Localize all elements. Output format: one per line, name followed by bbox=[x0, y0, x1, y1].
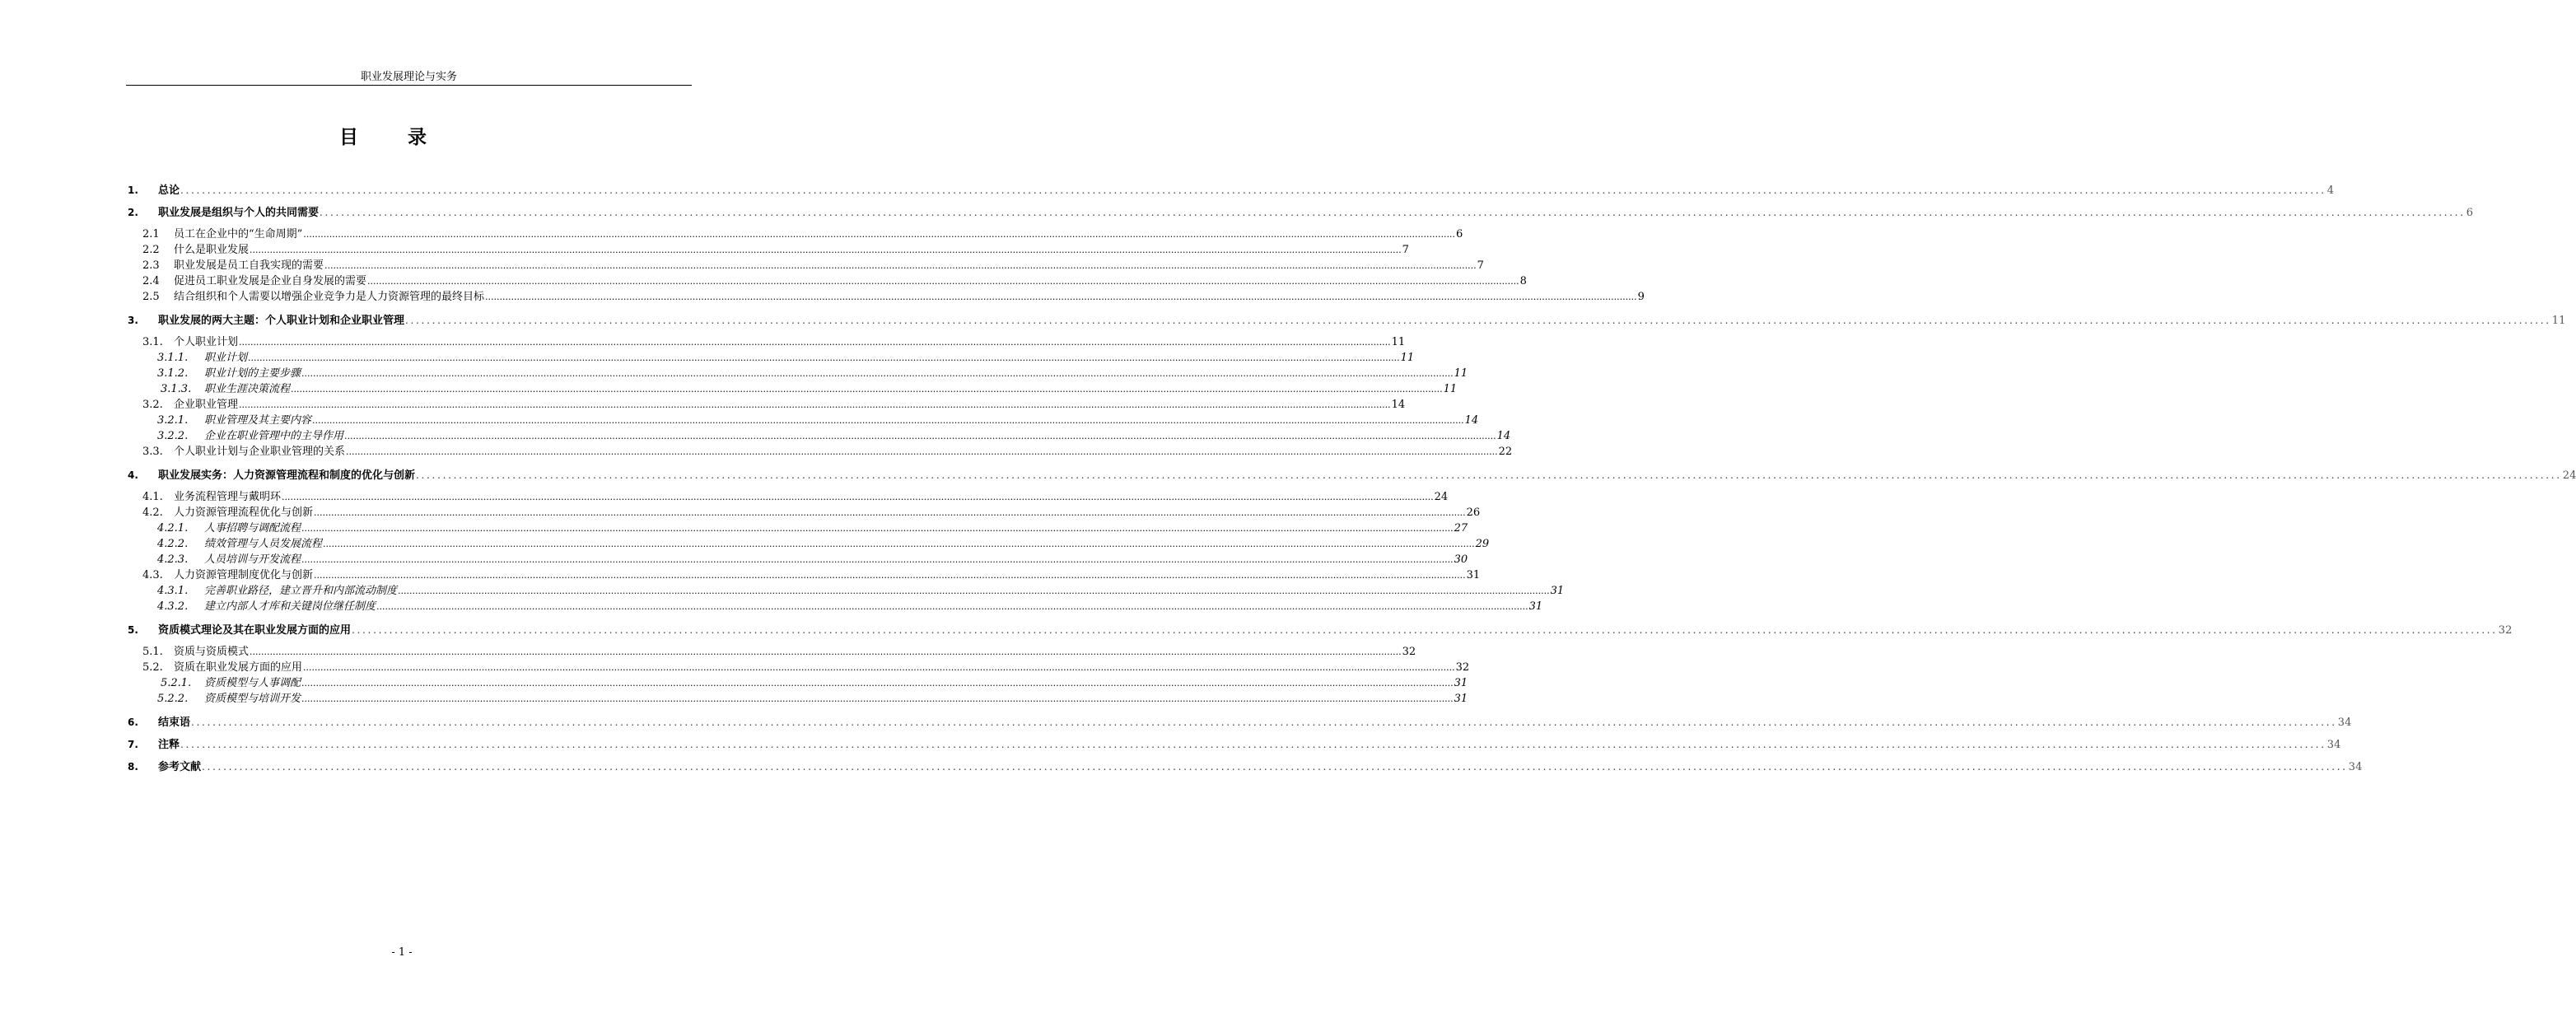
toc-entry-number: 5.2.2. bbox=[157, 693, 189, 705]
toc-dot-leader: ................................................................................................................................................................................................................................................................................................................................................................................................................ bbox=[416, 469, 2562, 481]
toc-entry-number: 3.2. bbox=[142, 399, 163, 411]
toc-dot-leader: ................................................................................................................................................................................................................................................................................................................................................................................................................ bbox=[312, 415, 1464, 426]
toc-entry-page: 34 bbox=[2337, 717, 2352, 729]
toc-entry-page: 34 bbox=[2326, 739, 2341, 751]
toc-entry-page: 7 bbox=[1477, 259, 1484, 272]
toc-entry-title: 职业发展实务：人力资源管理流程和制度的优化与创新 bbox=[158, 469, 416, 482]
toc-entry-number: 5.2.1. bbox=[161, 677, 192, 689]
toc-entry-number: 4.2.2. bbox=[157, 538, 189, 550]
toc-entry-title: 职业管理及其主要内容 bbox=[204, 414, 312, 427]
toc-dot-leader: ................................................................................................................................................................................................................................................................................................................................................................................................................ bbox=[367, 276, 1519, 287]
toc-dot-leader: ................................................................................................................................................................................................................................................................................................................................................................................................................ bbox=[250, 245, 1402, 255]
toc-entry-title: 企业职业管理 bbox=[174, 399, 239, 411]
toc-entry[interactable] bbox=[142, 661, 1470, 675]
toc-entry-title: 建立内部人才库和关键岗位继任制度 bbox=[204, 600, 376, 613]
toc-entry-title: 员工在企业中的“生命周期” bbox=[174, 228, 303, 240]
page-header bbox=[126, 71, 692, 86]
toc-entry-title: 人力资源管理流程优化与创新 bbox=[174, 506, 314, 519]
toc-entry-number: 5.1. bbox=[142, 646, 163, 658]
toc-entry-number: 5. bbox=[128, 624, 138, 636]
toc-entry-title: 什么是职业发展 bbox=[174, 244, 250, 256]
toc-dot-leader: ................................................................................................................................................................................................................................................................................................................................................................................................................ bbox=[282, 492, 1434, 502]
toc-entry-number: 2. bbox=[128, 207, 138, 218]
toc-entry[interactable] bbox=[157, 351, 1415, 365]
toc-entry-title: 绩效管理与人员发展流程 bbox=[204, 538, 323, 550]
toc-entry-number: 3.1.1. bbox=[157, 352, 189, 364]
toc-entry[interactable] bbox=[161, 676, 1468, 690]
toc-entry-page: 34 bbox=[2348, 761, 2363, 773]
toc-entry-number: 4. bbox=[128, 469, 138, 481]
toc-entry-page: 14 bbox=[1391, 399, 1406, 411]
toc-dot-leader: ................................................................................................................................................................................................................................................................................................................................................................................................................ bbox=[291, 384, 1443, 394]
toc-dot-leader: ................................................................................................................................................................................................................................................................................................................................................................................................................ bbox=[398, 586, 1550, 596]
toc-entry-title: 个人职业计划 bbox=[174, 336, 239, 348]
toc-entry-title: 资质在职业发展方面的应用 bbox=[174, 661, 303, 674]
toc-dot-leader: ................................................................................................................................................................................................................................................................................................................................................................................................................ bbox=[303, 662, 1455, 673]
toc-dot-leader: ................................................................................................................................................................................................................................................................................................................................................................................................................ bbox=[239, 399, 1391, 410]
toc-entry-page: 24 bbox=[2562, 469, 2576, 482]
toc-entry-title: 完善职业路径，建立晋升和内部流动制度 bbox=[204, 585, 398, 597]
toc-entry-page: 11 bbox=[2551, 315, 2566, 327]
toc-entry-page: 4 bbox=[2326, 184, 2335, 197]
toc-entry-page: 31 bbox=[1454, 693, 1468, 705]
page-footer bbox=[0, 946, 804, 959]
toc-entry-number: 8. bbox=[128, 761, 138, 773]
toc-dot-leader: ................................................................................................................................................................................................................................................................................................................................................................................................................ bbox=[303, 229, 1455, 240]
toc-entry-page: 11 bbox=[1443, 383, 1458, 395]
toc-entry-page: 11 bbox=[1391, 336, 1406, 348]
toc-dot-leader: ................................................................................................................................................................................................................................................................................................................................................................................................................ bbox=[405, 315, 2551, 326]
toc-entry-title: 职业计划的主要步骤 bbox=[204, 367, 301, 380]
toc-entry-page: 14 bbox=[1496, 430, 1511, 442]
toc-entry-number: 2.3 bbox=[142, 259, 160, 272]
toc-entry[interactable] bbox=[157, 584, 1565, 598]
toc-dot-leader: ................................................................................................................................................................................................................................................................................................................................................................................................................ bbox=[376, 601, 1528, 612]
toc-entry[interactable] bbox=[142, 335, 1406, 349]
toc-entry-title: 职业发展是组织与个人的共同需要 bbox=[158, 207, 320, 219]
toc-entry-page: 32 bbox=[2498, 624, 2513, 637]
toc-entry-page: 29 bbox=[1475, 538, 1490, 550]
toc-entry[interactable] bbox=[142, 243, 1409, 257]
toc-title: 目录 bbox=[339, 127, 476, 148]
toc-entry-page: 32 bbox=[1455, 661, 1470, 674]
toc-entry-number: 3.3. bbox=[142, 446, 163, 458]
toc-entry[interactable] bbox=[157, 413, 1479, 427]
toc-entry[interactable] bbox=[128, 715, 2352, 731]
toc-entry[interactable] bbox=[142, 227, 1463, 241]
toc-entry[interactable] bbox=[157, 692, 1468, 706]
toc-entry-page: 27 bbox=[1454, 522, 1468, 535]
toc-entry-number: 1. bbox=[128, 184, 138, 196]
toc-dot-leader: ................................................................................................................................................................................................................................................................................................................................................................................................................ bbox=[191, 717, 2337, 728]
toc-entry-number: 3.1.3. bbox=[161, 383, 192, 395]
toc-entry-title: 人事招聘与调配流程 bbox=[204, 522, 301, 535]
toc-entry-title: 促进员工职业发展是企业自身发展的需要 bbox=[174, 275, 367, 287]
toc-entry[interactable] bbox=[157, 600, 1543, 614]
toc-entry-title: 职业计划 bbox=[204, 352, 248, 364]
toc-entry-page: 30 bbox=[1454, 553, 1468, 566]
toc-dot-leader: ................................................................................................................................................................................................................................................................................................................................................................................................................ bbox=[324, 260, 1477, 271]
toc-entry-number: 3.2.1. bbox=[157, 414, 189, 427]
toc-entry-page: 6 bbox=[1455, 228, 1463, 240]
toc-entry-number: 4.2. bbox=[142, 506, 163, 519]
toc-entry[interactable] bbox=[142, 645, 1416, 659]
toc-dot-leader: ................................................................................................................................................................................................................................................................................................................................................................................................................ bbox=[314, 507, 1466, 518]
toc-entry-number: 7. bbox=[128, 739, 138, 750]
toc-entry-number: 4.3.1. bbox=[157, 585, 189, 597]
toc-entry[interactable] bbox=[128, 313, 2566, 329]
toc-entry[interactable] bbox=[142, 445, 1513, 459]
toc-entry-title: 注释 bbox=[158, 739, 180, 751]
toc-entry[interactable] bbox=[157, 429, 1511, 443]
toc-entry-page: 31 bbox=[1466, 569, 1481, 581]
toc-dot-leader: ................................................................................................................................................................................................................................................................................................................................................................................................................ bbox=[352, 624, 2498, 636]
toc-entry-title: 人力资源管理制度优化与创新 bbox=[174, 569, 314, 581]
toc-entry-page: 31 bbox=[1454, 677, 1468, 689]
toc-entry-title: 结合组织和个人需要以增强企业竞争力是人力资源管理的最终目标 bbox=[174, 291, 485, 303]
toc-entry-page: 6 bbox=[2466, 207, 2474, 219]
toc-entry[interactable] bbox=[161, 382, 1458, 396]
toc-entry-number: 5.2. bbox=[142, 661, 163, 674]
toc-entry[interactable] bbox=[128, 759, 2363, 775]
toc-entry-title: 总论 bbox=[158, 184, 180, 197]
toc-entry-title: 业务流程管理与戴明环 bbox=[174, 491, 282, 503]
toc-entry-number: 3.2.2. bbox=[157, 430, 189, 442]
toc-entry[interactable] bbox=[128, 183, 2335, 198]
toc-entry-number: 2.1 bbox=[142, 228, 160, 240]
toc-entry-page: 8 bbox=[1519, 275, 1527, 287]
toc-dot-leader: ................................................................................................................................................................................................................................................................................................................................................................................................................ bbox=[320, 207, 2466, 218]
toc-entry[interactable] bbox=[142, 398, 1406, 412]
toc-entry[interactable] bbox=[142, 490, 1449, 504]
toc-entry[interactable] bbox=[128, 737, 2341, 753]
toc-entry-page: 14 bbox=[1464, 414, 1479, 427]
toc-entry[interactable] bbox=[128, 468, 2576, 483]
toc-entry-number: 3.1.2. bbox=[157, 367, 189, 380]
toc-entry-page: 31 bbox=[1550, 585, 1565, 597]
toc-dot-leader: ................................................................................................................................................................................................................................................................................................................................................................................................................ bbox=[202, 761, 2348, 773]
toc-dot-leader: ................................................................................................................................................................................................................................................................................................................................................................................................................ bbox=[323, 539, 1475, 549]
toc-entry[interactable] bbox=[157, 553, 1468, 567]
toc-entry-title: 资质模式理论及其在职业发展方面的应用 bbox=[158, 624, 352, 637]
toc-entry-page: 9 bbox=[1637, 291, 1645, 303]
page-number: - 1 - bbox=[391, 946, 413, 959]
toc-entry-title: 结束语 bbox=[158, 717, 191, 729]
toc-dot-leader: ................................................................................................................................................................................................................................................................................................................................................................................................................ bbox=[301, 693, 1454, 704]
toc-entry-page: 22 bbox=[1498, 446, 1513, 458]
toc-entry-page: 26 bbox=[1466, 506, 1481, 519]
toc-entry[interactable] bbox=[157, 521, 1468, 535]
toc-dot-leader: ................................................................................................................................................................................................................................................................................................................................................................................................................ bbox=[485, 292, 1637, 302]
toc-dot-leader: ................................................................................................................................................................................................................................................................................................................................................................................................................ bbox=[248, 352, 1400, 363]
toc-entry-page: 32 bbox=[1402, 646, 1416, 658]
toc-entry[interactable] bbox=[128, 205, 2474, 221]
toc-entry-title: 企业在职业管理中的主导作用 bbox=[204, 430, 344, 442]
toc-entry-title: 个人职业计划与企业职业管理的关系 bbox=[174, 446, 346, 458]
toc-entry-title: 参考文献 bbox=[158, 761, 202, 773]
toc-dot-leader: ................................................................................................................................................................................................................................................................................................................................................................................................................ bbox=[301, 523, 1454, 534]
toc-entry[interactable] bbox=[142, 568, 1481, 582]
toc-entry[interactable] bbox=[142, 290, 1645, 304]
toc-entry[interactable] bbox=[157, 366, 1468, 380]
toc-entry-title: 资质模型与人事调配 bbox=[204, 677, 301, 689]
toc-entry[interactable] bbox=[157, 537, 1490, 551]
toc-entry-number: 4.2.1. bbox=[157, 522, 189, 535]
toc-entry[interactable] bbox=[128, 623, 2513, 638]
toc-entry-title: 职业发展的两大主题：个人职业计划和企业职业管理 bbox=[158, 315, 405, 327]
toc-entry-number: 3. bbox=[128, 315, 138, 326]
toc-entry[interactable] bbox=[142, 506, 1481, 520]
toc-entry-title: 人员培训与开发流程 bbox=[204, 553, 301, 566]
toc-dot-leader: ................................................................................................................................................................................................................................................................................................................................................................................................................ bbox=[180, 184, 2326, 196]
toc-entry-number: 4.2.3. bbox=[157, 553, 189, 566]
toc-entry-page: 7 bbox=[1402, 244, 1409, 256]
toc-dot-leader: ................................................................................................................................................................................................................................................................................................................................................................................................................ bbox=[301, 368, 1454, 379]
toc-entry-number: 2.2 bbox=[142, 244, 160, 256]
toc-entry-title: 资质与资质模式 bbox=[174, 646, 250, 658]
toc-entry[interactable] bbox=[142, 259, 1484, 273]
toc-entry-title: 职业发展是员工自我实现的需要 bbox=[174, 259, 324, 272]
toc-entry-page: 11 bbox=[1400, 352, 1415, 364]
toc-entry-number: 4.1. bbox=[142, 491, 163, 503]
toc-entry[interactable] bbox=[142, 274, 1527, 288]
toc-dot-leader: ................................................................................................................................................................................................................................................................................................................................................................................................................ bbox=[301, 554, 1454, 565]
toc-dot-leader: ................................................................................................................................................................................................................................................................................................................................................................................................................ bbox=[301, 678, 1454, 689]
toc-dot-leader: ................................................................................................................................................................................................................................................................................................................................................................................................................ bbox=[250, 647, 1402, 657]
toc-entry-number: 3.1. bbox=[142, 336, 163, 348]
toc-dot-leader: ................................................................................................................................................................................................................................................................................................................................................................................................................ bbox=[344, 431, 1496, 441]
toc-entry-page: 11 bbox=[1454, 367, 1468, 380]
toc-dot-leader: ................................................................................................................................................................................................................................................................................................................................................................................................................ bbox=[346, 446, 1498, 457]
toc-dot-leader: ................................................................................................................................................................................................................................................................................................................................................................................................................ bbox=[180, 739, 2326, 750]
toc-entry-title: 资质模型与培训开发 bbox=[204, 693, 301, 705]
toc-entry-page: 24 bbox=[1434, 491, 1449, 503]
toc-entry-number: 2.5 bbox=[142, 291, 160, 303]
toc-entry-page: 31 bbox=[1528, 600, 1543, 613]
toc-entry-number: 4.3. bbox=[142, 569, 163, 581]
toc-entry-number: 6. bbox=[128, 717, 138, 728]
toc-dot-leader: ................................................................................................................................................................................................................................................................................................................................................................................................................ bbox=[239, 337, 1391, 348]
toc-dot-leader: ................................................................................................................................................................................................................................................................................................................................................................................................................ bbox=[314, 570, 1466, 581]
toc-entry-title: 职业生涯决策流程 bbox=[204, 383, 291, 395]
toc-entry-number: 2.4 bbox=[142, 275, 160, 287]
toc-entry-number: 4.3.2. bbox=[157, 600, 189, 613]
header-title: 职业发展理论与实务 bbox=[360, 71, 457, 83]
